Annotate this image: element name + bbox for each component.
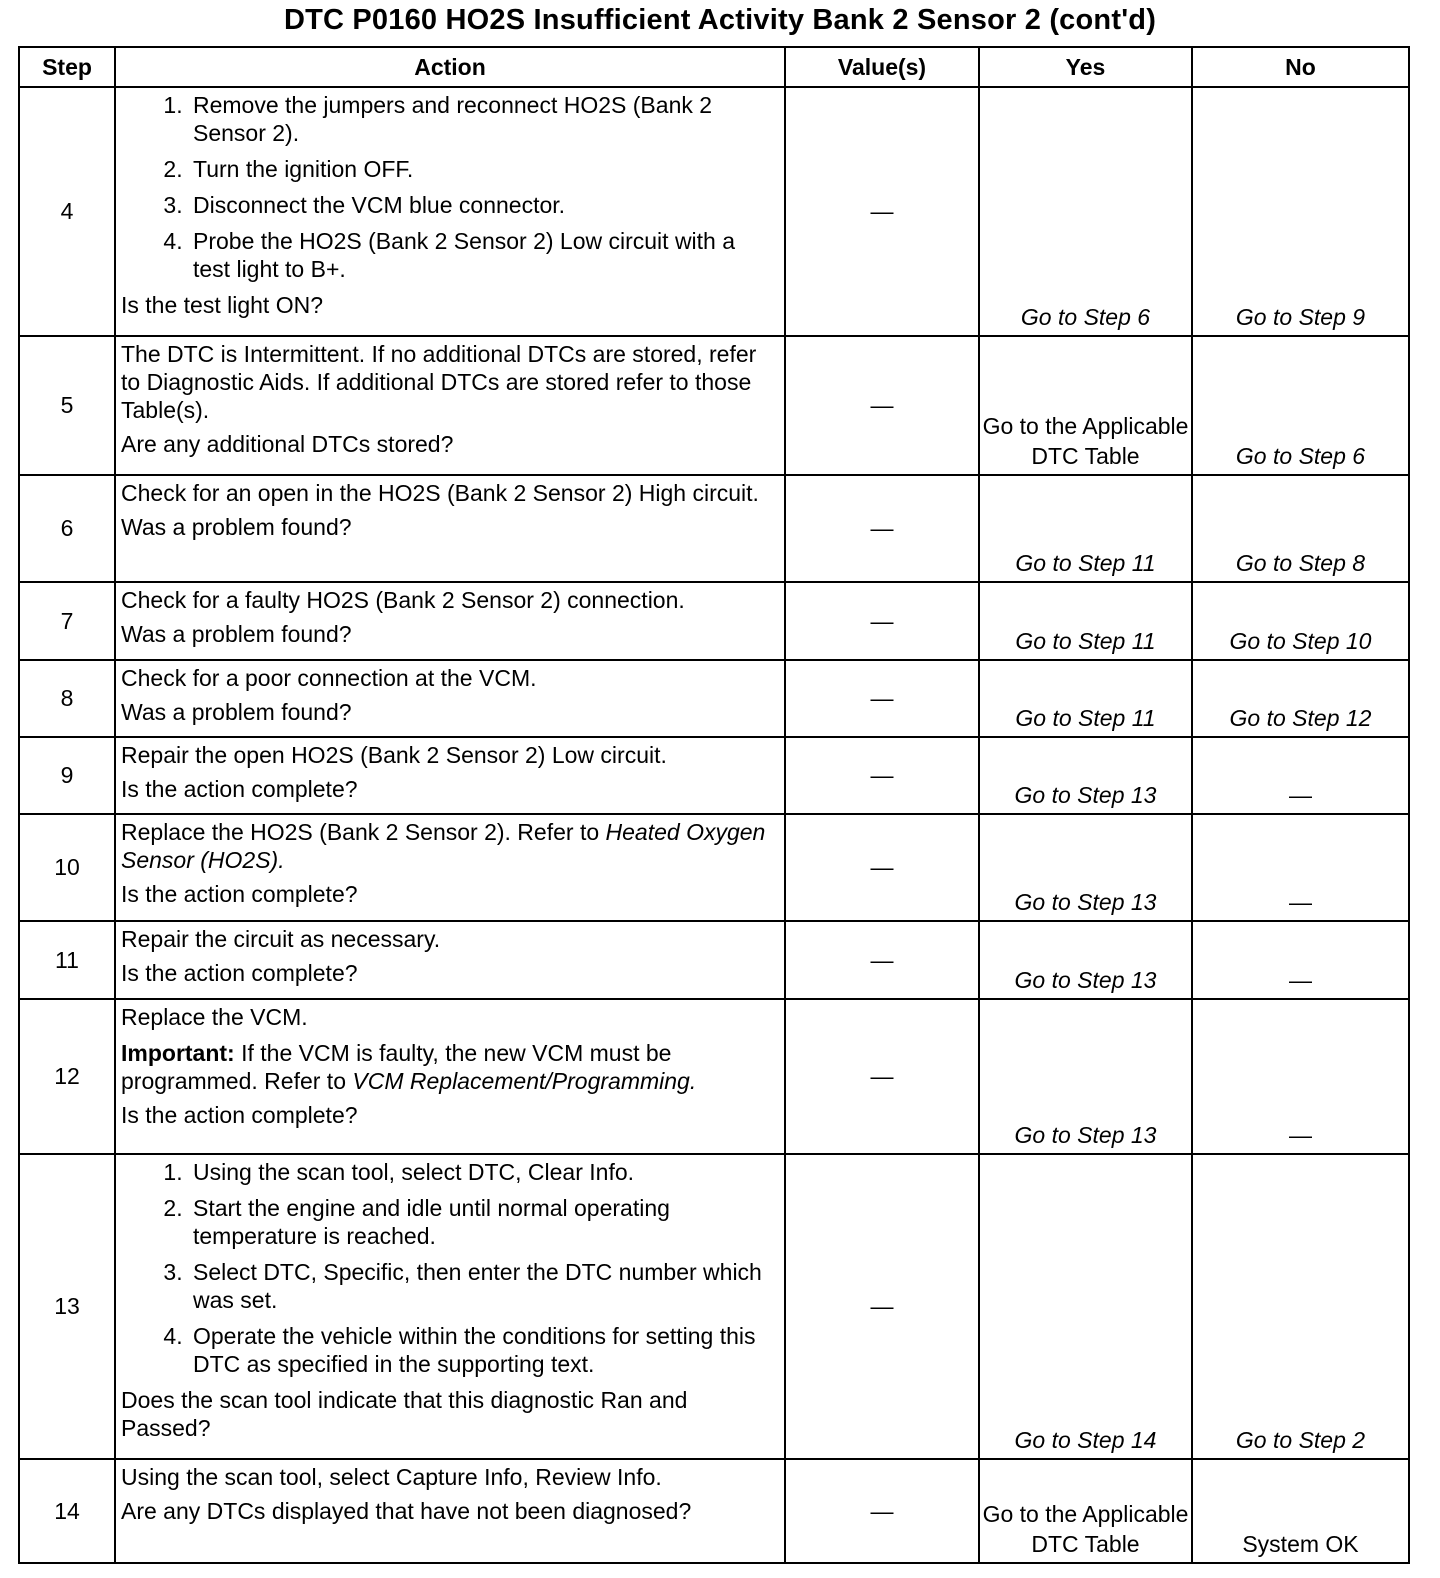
action-question: Is the action complete? <box>121 881 358 907</box>
action-cell <box>115 582 785 660</box>
yes-cell: Go to Step 13 <box>979 814 1192 921</box>
action-question: Was a problem found? <box>121 514 352 540</box>
step-number: 14 <box>19 1459 115 1563</box>
action-text: Repair the open HO2S (Bank 2 Sensor 2) Low circuit. <box>121 742 667 768</box>
no-cell: — <box>1192 737 1409 814</box>
action-text: Repair the circuit as necessary. <box>121 926 441 952</box>
value-cell: — <box>785 582 979 660</box>
list-item: 2. Start the engine and idle until normal operating temperature is reached. <box>189 1194 778 1250</box>
action-text <box>121 818 778 874</box>
action-text: Replace the VCM. <box>121 1004 308 1030</box>
value-cell: — <box>785 999 979 1154</box>
action-question: Is the action complete? <box>121 960 358 986</box>
table-row <box>19 814 1409 921</box>
value-cell: — <box>785 87 979 336</box>
action-question: Are any additional DTCs stored? <box>121 431 454 457</box>
header-step: Step <box>19 47 115 87</box>
value-cell: — <box>785 921 979 999</box>
table-row <box>19 921 1409 999</box>
step-number: 9 <box>19 737 115 814</box>
list-item: 2. Turn the ignition OFF. <box>189 155 778 183</box>
list-item: 1. Remove the jumpers and reconnect HO2S (Bank 2 Sensor 2). <box>189 91 778 147</box>
step-number: 12 <box>19 999 115 1154</box>
table-row <box>19 582 1409 660</box>
no-cell: — <box>1192 814 1409 921</box>
list-item: 3. Disconnect the VCM blue connector. <box>189 191 778 219</box>
action-cell <box>115 814 785 921</box>
action-question: Is the action complete? <box>121 776 358 802</box>
action-cell <box>115 336 785 475</box>
action-question: Was a problem found? <box>121 621 352 647</box>
action-cell <box>115 921 785 999</box>
yes-cell: Go to Step 14 <box>979 1154 1192 1459</box>
action-text: Check for a faulty HO2S (Bank 2 Sensor 2) connection. <box>121 587 685 613</box>
value-cell: — <box>785 814 979 921</box>
no-cell: System OK <box>1192 1459 1409 1563</box>
action-list <box>121 1158 778 1378</box>
action-question: Was a problem found? <box>121 699 352 725</box>
table-row <box>19 737 1409 814</box>
no-cell: Go to Step 6 <box>1192 336 1409 475</box>
yes-cell: Go to Step 11 <box>979 582 1192 660</box>
table-row <box>19 1459 1409 1563</box>
action-cell <box>115 1154 785 1459</box>
list-item: 1. Using the scan tool, select DTC, Clear Info. <box>189 1158 778 1186</box>
important-note <box>121 1039 778 1095</box>
no-cell: Go to Step 9 <box>1192 87 1409 336</box>
header-no: No <box>1192 47 1409 87</box>
step-number: 4 <box>19 87 115 336</box>
table-row <box>19 1154 1409 1459</box>
table-row <box>19 87 1409 336</box>
action-cell <box>115 737 785 814</box>
value-cell: — <box>785 475 979 582</box>
list-item: 4. Probe the HO2S (Bank 2 Sensor 2) Low circuit with a test light to B+. <box>189 227 778 283</box>
step-number: 8 <box>19 660 115 737</box>
value-cell: — <box>785 1154 979 1459</box>
step-number: 7 <box>19 582 115 660</box>
action-text: Check for a poor connection at the VCM. <box>121 665 537 691</box>
action-cell <box>115 87 785 336</box>
table-row <box>19 336 1409 475</box>
step-number: 6 <box>19 475 115 582</box>
yes-cell: Go to Step 11 <box>979 475 1192 582</box>
no-cell: Go to Step 12 <box>1192 660 1409 737</box>
header-row <box>19 47 1409 87</box>
yes-cell: Go to the Applicable DTC Table <box>979 336 1192 475</box>
action-text: Check for an open in the HO2S (Bank 2 Sensor 2) High circuit. <box>121 480 759 506</box>
action-text: Using the scan tool, select Capture Info, Review Info. <box>121 1464 662 1490</box>
table-row <box>19 999 1409 1154</box>
no-cell: Go to Step 10 <box>1192 582 1409 660</box>
yes-cell: Go to Step 11 <box>979 660 1192 737</box>
action-cell <box>115 475 785 582</box>
yes-cell: Go to Step 13 <box>979 737 1192 814</box>
no-cell: — <box>1192 921 1409 999</box>
step-number: 5 <box>19 336 115 475</box>
header-action: Action <box>115 47 785 87</box>
step-number: 11 <box>19 921 115 999</box>
yes-cell: Go to the Applicable DTC Table <box>979 1459 1192 1563</box>
no-cell: Go to Step 8 <box>1192 475 1409 582</box>
action-reference: VCM Replacement/Programming. <box>352 1068 697 1094</box>
yes-cell: Go to Step 13 <box>979 921 1192 999</box>
action-cell <box>115 999 785 1154</box>
action-question: Is the test light ON? <box>121 292 323 318</box>
header-values: Value(s) <box>785 47 979 87</box>
action-cell <box>115 1459 785 1563</box>
yes-cell: Go to Step 6 <box>979 87 1192 336</box>
action-cell <box>115 660 785 737</box>
action-question: Are any DTCs displayed that have not been diagnosed? <box>121 1498 692 1524</box>
table-row <box>19 660 1409 737</box>
action-list <box>121 91 778 283</box>
important-text: If the VCM is faulty, the new VCM must be programmed. Refer to <box>121 1040 672 1094</box>
value-cell: — <box>785 660 979 737</box>
action-text: The DTC is Intermittent. If no additional DTCs are stored, refer to Diagnostic Aids. If additional DTCs are stored refer to those Table(s). <box>121 341 757 423</box>
yes-cell: Go to Step 13 <box>979 999 1192 1154</box>
list-item: 4. Operate the vehicle within the conditions for setting this DTC as specified in the supporting text. <box>189 1322 778 1378</box>
table-row <box>19 475 1409 582</box>
header-yes: Yes <box>979 47 1192 87</box>
page-title: DTC P0160 HO2S Insufficient Activity Bank 2 Sensor 2 (cont'd) <box>283 4 1157 36</box>
no-cell: — <box>1192 999 1409 1154</box>
action-text-plain: Replace the HO2S (Bank 2 Sensor 2). Refer to <box>121 819 606 845</box>
step-number: 13 <box>19 1154 115 1459</box>
no-cell: Go to Step 2 <box>1192 1154 1409 1459</box>
diagnostic-table <box>18 46 1410 1564</box>
action-question: Does the scan tool indicate that this diagnostic Ran and Passed? <box>121 1387 688 1441</box>
value-cell: — <box>785 737 979 814</box>
list-item: 3. Select DTC, Specific, then enter the DTC number which was set. <box>189 1258 778 1314</box>
action-reference: Heated Oxygen Sensor (HO2S). <box>121 819 766 873</box>
value-cell: — <box>785 1459 979 1563</box>
step-number: 10 <box>19 814 115 921</box>
important-label: Important: <box>121 1040 235 1066</box>
action-question: Is the action complete? <box>121 1102 358 1128</box>
value-cell: — <box>785 336 979 475</box>
